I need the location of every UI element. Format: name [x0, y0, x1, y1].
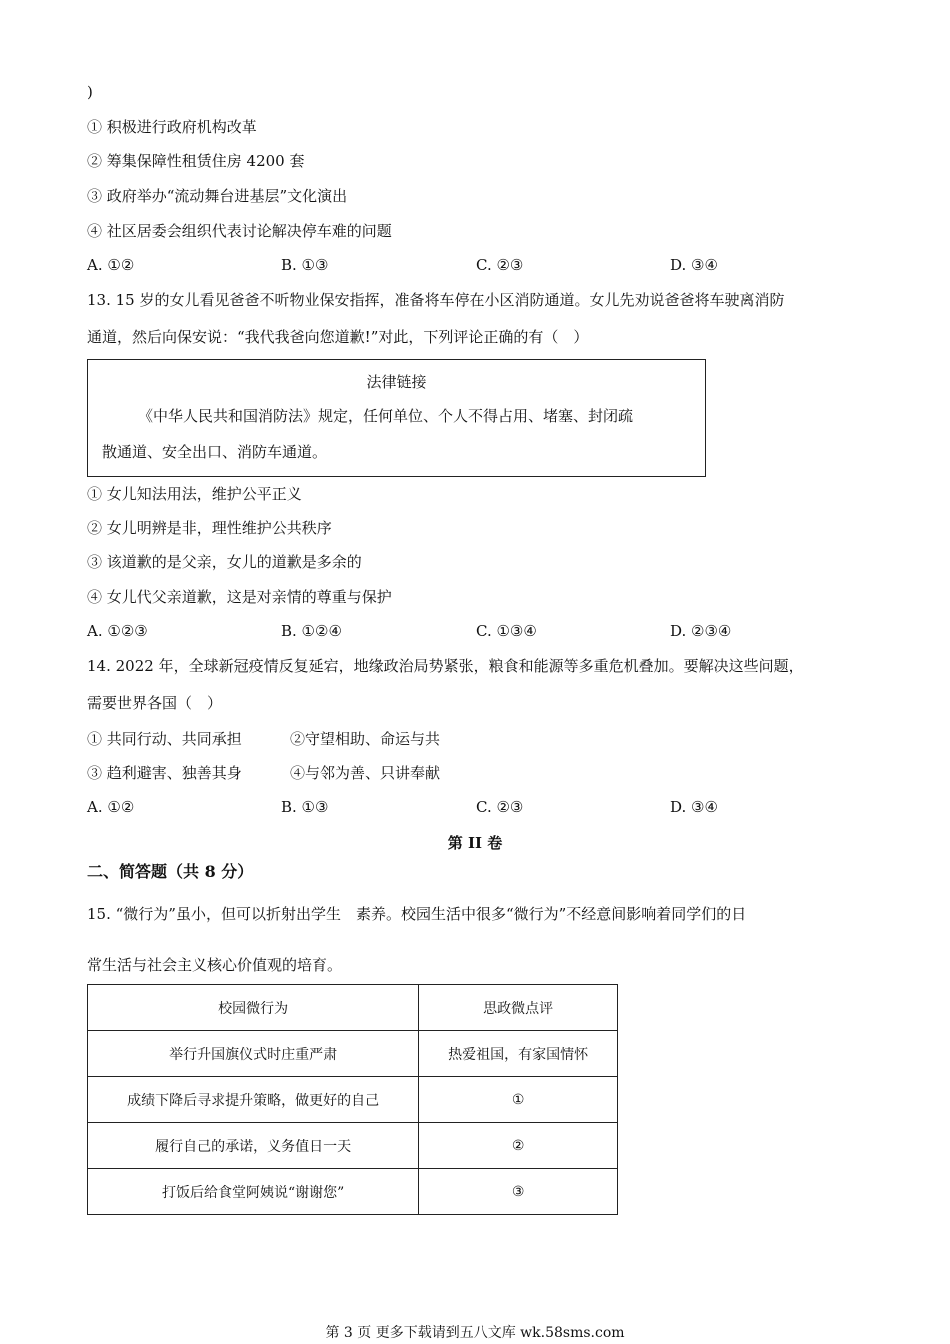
- q12-option-a: A. ①②: [87, 256, 135, 274]
- q12-option-d: D. ③④: [670, 256, 718, 274]
- q13-option-a: A. ①②③: [87, 622, 148, 640]
- q13-item-1: ① 女儿知法用法，维护公平正义: [87, 485, 302, 503]
- q14-item-2: ②守望相助、命运与共: [290, 730, 441, 748]
- micro-behavior-table: [87, 984, 618, 1215]
- table-row: [88, 1169, 618, 1215]
- q12-item-4: ④ 社区居委会组织代表讨论解决停车难的问题: [87, 222, 392, 240]
- table-cell: ①: [419, 1077, 618, 1123]
- q14-item-3: ③ 趋利避害、独善其身: [87, 764, 242, 782]
- q14-option-a: A. ①②: [87, 798, 135, 816]
- q14-item-1: ① 共同行动、共同承担: [87, 730, 242, 748]
- table-cell: 成绩下降后寻求提升策略，做更好的自己: [88, 1077, 419, 1123]
- q13-option-d: D. ②③④: [670, 622, 732, 640]
- q13-option-c: C. ①③④: [476, 622, 537, 640]
- table-header-behavior: 校园微行为: [88, 985, 419, 1031]
- q13-stem-line1: 13. 15 岁的女儿看见爸爸不听物业保安指挥，准备将车停在小区消防通道。女儿先劝说爸爸将车驶离消防: [87, 291, 785, 309]
- q13-option-b: B. ①②④: [281, 622, 342, 640]
- section-heading: 二、简答题（共 8 分）: [87, 862, 254, 881]
- table-row: [88, 1123, 618, 1169]
- table-cell: 履行自己的承诺，义务值日一天: [88, 1123, 419, 1169]
- q12-option-b: B. ①③: [281, 256, 329, 274]
- table-row: [88, 1077, 618, 1123]
- table-cell: ②: [419, 1123, 618, 1169]
- law-box-line1: 《中华人民共和国消防法》规定，任何单位、个人不得占用、堵塞、封闭疏: [138, 407, 634, 425]
- q14-item-4: ④与邻为善、只讲奉献: [290, 764, 441, 782]
- q13-stem-line2: 通道，然后向保安说：“我代我爸向您道歉!”对此，下列评论正确的有（ ）: [87, 328, 589, 346]
- table-cell: ③: [419, 1169, 618, 1215]
- page-footer: 第 3 页 更多下载请到五八文库 wk.58sms.com: [325, 1325, 625, 1341]
- q15-stem-line1: 15. “微行为”虽小，但可以折射出学生 素养。校园生活中很多“微行为”不经意间影响着同学们的日: [87, 905, 747, 923]
- q12-option-c: C. ②③: [476, 256, 524, 274]
- table-cell: 热爱祖国，有家国情怀: [419, 1031, 618, 1077]
- law-box-line2: 散通道、安全出口、消防车通道。: [102, 443, 328, 461]
- q14-option-c: C. ②③: [476, 798, 524, 816]
- q14-stem-line1: 14. 2022 年，全球新冠疫情反复延宕，地缘政治局势紧张，粮食和能源等多重危机叠加。要解决这些问题，: [87, 657, 804, 675]
- table-cell: 举行升国旗仪式时庄重严肃: [88, 1031, 419, 1077]
- q12-item-2: ② 筹集保障性租赁住房 4200 套: [87, 152, 305, 170]
- table-row: [88, 1031, 618, 1077]
- q14-option-b: B. ①③: [281, 798, 329, 816]
- q14-stem-line2: 需要世界各国（ ）: [87, 694, 223, 712]
- q12-item-3: ③ 政府举办“流动舞台进基层”文化演出: [87, 187, 348, 205]
- table-cell: 打饭后给食堂阿姨说“谢谢您”: [88, 1169, 419, 1215]
- q15-stem-line2: 常生活与社会主义核心价值观的培育。: [87, 956, 343, 974]
- part2-title: 第 II 卷: [447, 834, 503, 852]
- table-header-comment: 思政微点评: [419, 985, 618, 1031]
- q12-paren: ): [87, 83, 93, 101]
- table-header-row: [88, 985, 618, 1031]
- q12-item-1: ① 积极进行政府机构改革: [87, 118, 257, 136]
- q13-item-4: ④ 女儿代父亲道歉，这是对亲情的尊重与保护: [87, 588, 392, 606]
- q13-item-3: ③ 该道歉的是父亲，女儿的道歉是多余的: [87, 553, 362, 571]
- q13-item-2: ② 女儿明辨是非，理性维护公共秩序: [87, 519, 332, 537]
- law-link-box: [87, 359, 706, 477]
- law-box-title: 法律链接: [366, 373, 427, 391]
- q14-option-d: D. ③④: [670, 798, 718, 816]
